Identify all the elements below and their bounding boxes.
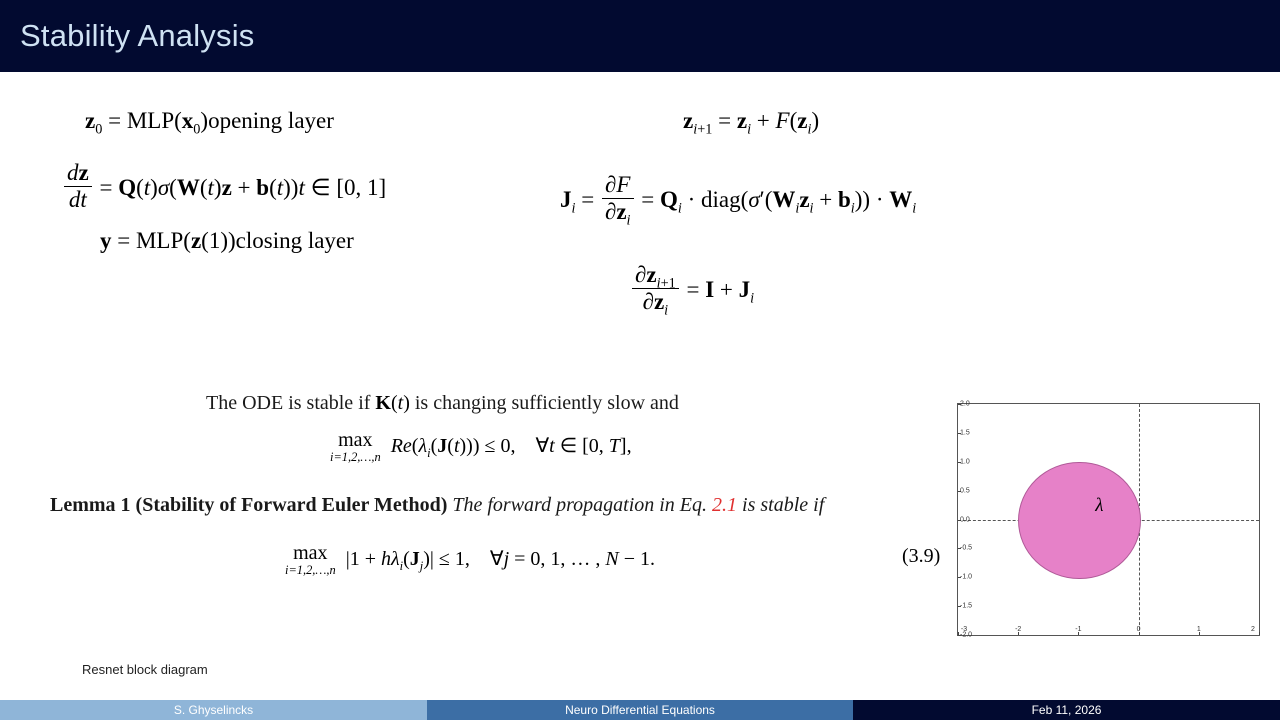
plot-ytick-label: 1.0: [960, 458, 970, 466]
equation-opening-layer: $z_0$ = $MLP(x_0)opening$ layer: [85, 108, 334, 138]
footer-date: Feb 11, 2026: [853, 700, 1280, 720]
slide-title-bar: [0, 0, 1280, 72]
equation-jacobian: $J_i$ = $\frac{\partial F}{\partial z_i}$ = $Q_i$ · $diag(\sigma'(W_iz_i + b_i)) \cdot W_i$: [560, 172, 917, 229]
lambda-label: λ: [1095, 495, 1104, 517]
lemma-body-pre: The forward propagation in Eq.: [452, 494, 713, 516]
stability-intro-text: [206, 392, 679, 415]
plot-ytick-label: -1.5: [960, 602, 973, 610]
lemma-body-post: is stable if: [737, 494, 825, 516]
footer-author: S. Ghyselincks: [0, 700, 427, 720]
plot-ytick-label: 2.0: [960, 400, 970, 408]
eigenvalue-disk: [1018, 462, 1140, 580]
lemma-heading: Lemma 1 (Stability of Forward Euler Method): [50, 494, 448, 516]
plot-ytick-label: 0.0: [960, 516, 970, 523]
plot-ytick-label: -1.0: [960, 573, 973, 581]
plot-area: [958, 400, 1259, 639]
plot-xtick-label: 0: [1136, 626, 1141, 633]
stability-intro-post: is changing sufficiently slow and: [409, 392, 679, 414]
equation-resnet-update: $z_{i+1} = z_i + F(z_i)$: [683, 108, 820, 138]
eigenvalue-plot: [957, 400, 1260, 639]
plot-ytick-label: -2.0: [960, 631, 973, 639]
plot-ytick-label: 0.5: [960, 487, 970, 495]
lemma-equation-reference[interactable]: 2.1: [712, 494, 738, 516]
equation-number: (3.9): [902, 545, 941, 567]
slide-footer: [0, 700, 1280, 720]
equation-ode: $\frac{dz}{dt}$ = Q(t)σ(W(t)z + b(t))t ∈ [0, 1]: [62, 160, 386, 213]
page-title: Stability Analysis: [20, 18, 255, 53]
plot-ytick-label: -0.5: [960, 544, 973, 552]
equation-stability-condition: max i=1,2,…,n $Re(\lambda_i(J(t))) \le 0$, ∀t ∈ [0, T],: [330, 429, 632, 464]
plot-xtick-label: 1: [1196, 626, 1201, 633]
stability-K-arg: (t): [390, 392, 410, 414]
equation-euler-stability: max i=1,2,…,n $|1 + h\lambda_i(J_j)| \le 1$, ∀j = 0, 1, … , N − 1.: [285, 542, 656, 577]
plot-xtick-label: -2: [1015, 626, 1022, 633]
lemma-statement: [50, 492, 950, 519]
equation-closing-layer: y = MLP(z(1))closing layer: [100, 228, 354, 253]
stability-intro-pre: The ODE is stable if: [206, 392, 376, 414]
plot-xtick-label: -1: [1075, 626, 1082, 633]
figure-caption: Resnet block diagram: [82, 662, 208, 677]
plot-ytick-label: 1.5: [960, 429, 970, 437]
equation-jacobian-identity: $\frac{\partial z_{i+1}}{\partial z_i}$ = $I + J_i$: [630, 262, 754, 315]
plot-xtick: [958, 632, 959, 635]
plot-xtick-label: -3: [960, 626, 968, 633]
plot-xtick-label: 2: [1251, 626, 1255, 633]
stability-K-symbol: K: [375, 392, 391, 414]
plot-xtick: [1259, 632, 1260, 635]
footer-title: Neuro Differential Equations: [427, 700, 853, 720]
